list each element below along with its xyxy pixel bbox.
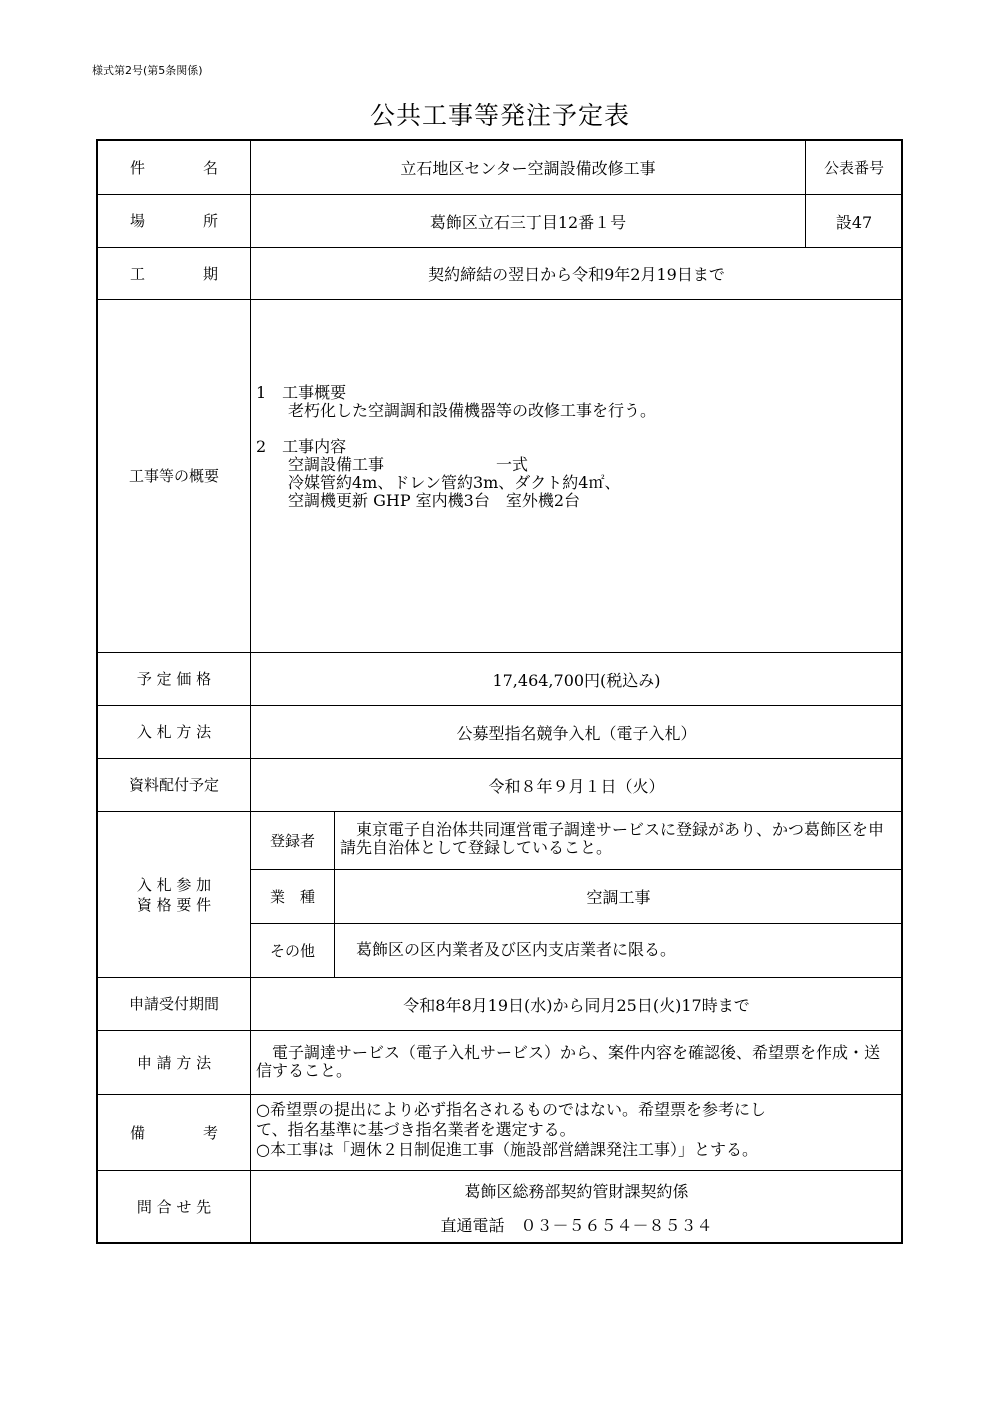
value-price: 17,464,700円(税込み) [492,670,661,690]
value-registrant: 東京電子自治体共同運営電子調達サービスに登録があり、かつ葛飾区を申請先自治体として登録していること。 [340,820,885,857]
value-industry: 空調工事 [586,888,651,907]
label-name-char-1: 件 [130,158,146,177]
label-qualification-line-2: 資 格 要 件 [136,895,212,914]
label-place-char-1: 場 [130,212,146,230]
label-qualification [98,812,250,977]
label-place [98,195,250,247]
label-industry: 業 種 [269,887,315,906]
label-application-method: 申 請 方 法 [136,1053,212,1072]
label-contact: 問 合 せ 先 [136,1197,212,1216]
label-remarks-char-2: 考 [202,1123,218,1142]
label-remarks [98,1095,250,1170]
label-period-char-1: 工 [130,264,146,283]
label-public-no: 公表番号 [823,158,884,177]
form-number: 様式第2号(第5条関係) [92,64,203,77]
label-qualification-line-1: 入 札 参 加 [136,875,212,894]
subrow-divider [251,923,902,924]
overview-line: 老朽化した空調調和設備機器等の改修工事を行う。 [256,401,657,420]
label-bid-method: 入 札 方 法 [136,723,212,741]
remarks-line: ○希望票の提出により必ず指名されるものではない。希望票を参考にし [256,1100,766,1119]
overview-line: 空調機更新 GHP 室内機3台 室外機2台 [256,491,581,510]
remarks-text [256,1101,896,1161]
value-contact-phone: 直通電話 ０３－５６５４－８５３４ [440,1215,713,1235]
label-other: その他 [269,941,315,960]
page-title: 公共工事等発注予定表 [369,101,630,130]
value-other: 葛飾区の区内業者及び区内支店業者に限る。 [340,940,677,959]
label-period-char-2: 期 [202,264,218,283]
value-place: 葛飾区立石三丁目12番１号 [429,212,627,232]
overview-line: 1 工事概要 [256,383,347,402]
overview-text [256,384,896,510]
label-period [98,248,250,299]
value-material-date: 令和８年９月１日（火） [488,776,665,796]
label-overview: 工事等の概要 [128,467,219,485]
remarks-line: て、指名基準に基づき指名業者を選定する。 [256,1120,576,1139]
label-name [98,141,250,194]
value-bid-method: 公募型指名競争入札（電子入札） [456,723,697,743]
label-place-char-2: 所 [202,212,218,230]
label-application-period: 申請受付期間 [128,995,219,1013]
overview-line [256,420,896,438]
remarks-line: ○本工事は「週休２日制促進工事（施設部営繕課発注工事）」とする。 [256,1140,758,1159]
overview-line: 冷媒管約4m、ドレン管約3m、ダクト約4㎡、 [256,473,621,492]
overview-line: 2 工事内容 [256,437,347,456]
value-period: 契約締結の翌日から令和9年2月19日まで [428,265,725,284]
label-price: 予 定 価 格 [136,670,212,688]
value-public-no: 設47 [835,212,873,232]
label-remarks-char-1: 備 [130,1123,146,1142]
value-application-method: 電子調達サービス（電子入札サービス）から、案件内容を確認後、希望票を作成・送信すること。 [256,1043,881,1080]
value-application-period: 令和8年8月19日(水)から同月25日(火)17時まで [403,995,750,1015]
value-name: 立石地区センター空調設備改修工事 [400,159,656,178]
label-material-date: 資料配付予定 [128,776,219,794]
overview-line: 空調設備工事 一式 [256,455,529,474]
value-contact-department: 葛飾区総務部契約管財課契約係 [464,1181,689,1201]
label-name-char-2: 名 [202,158,218,177]
label-registrant: 登録者 [269,831,315,850]
